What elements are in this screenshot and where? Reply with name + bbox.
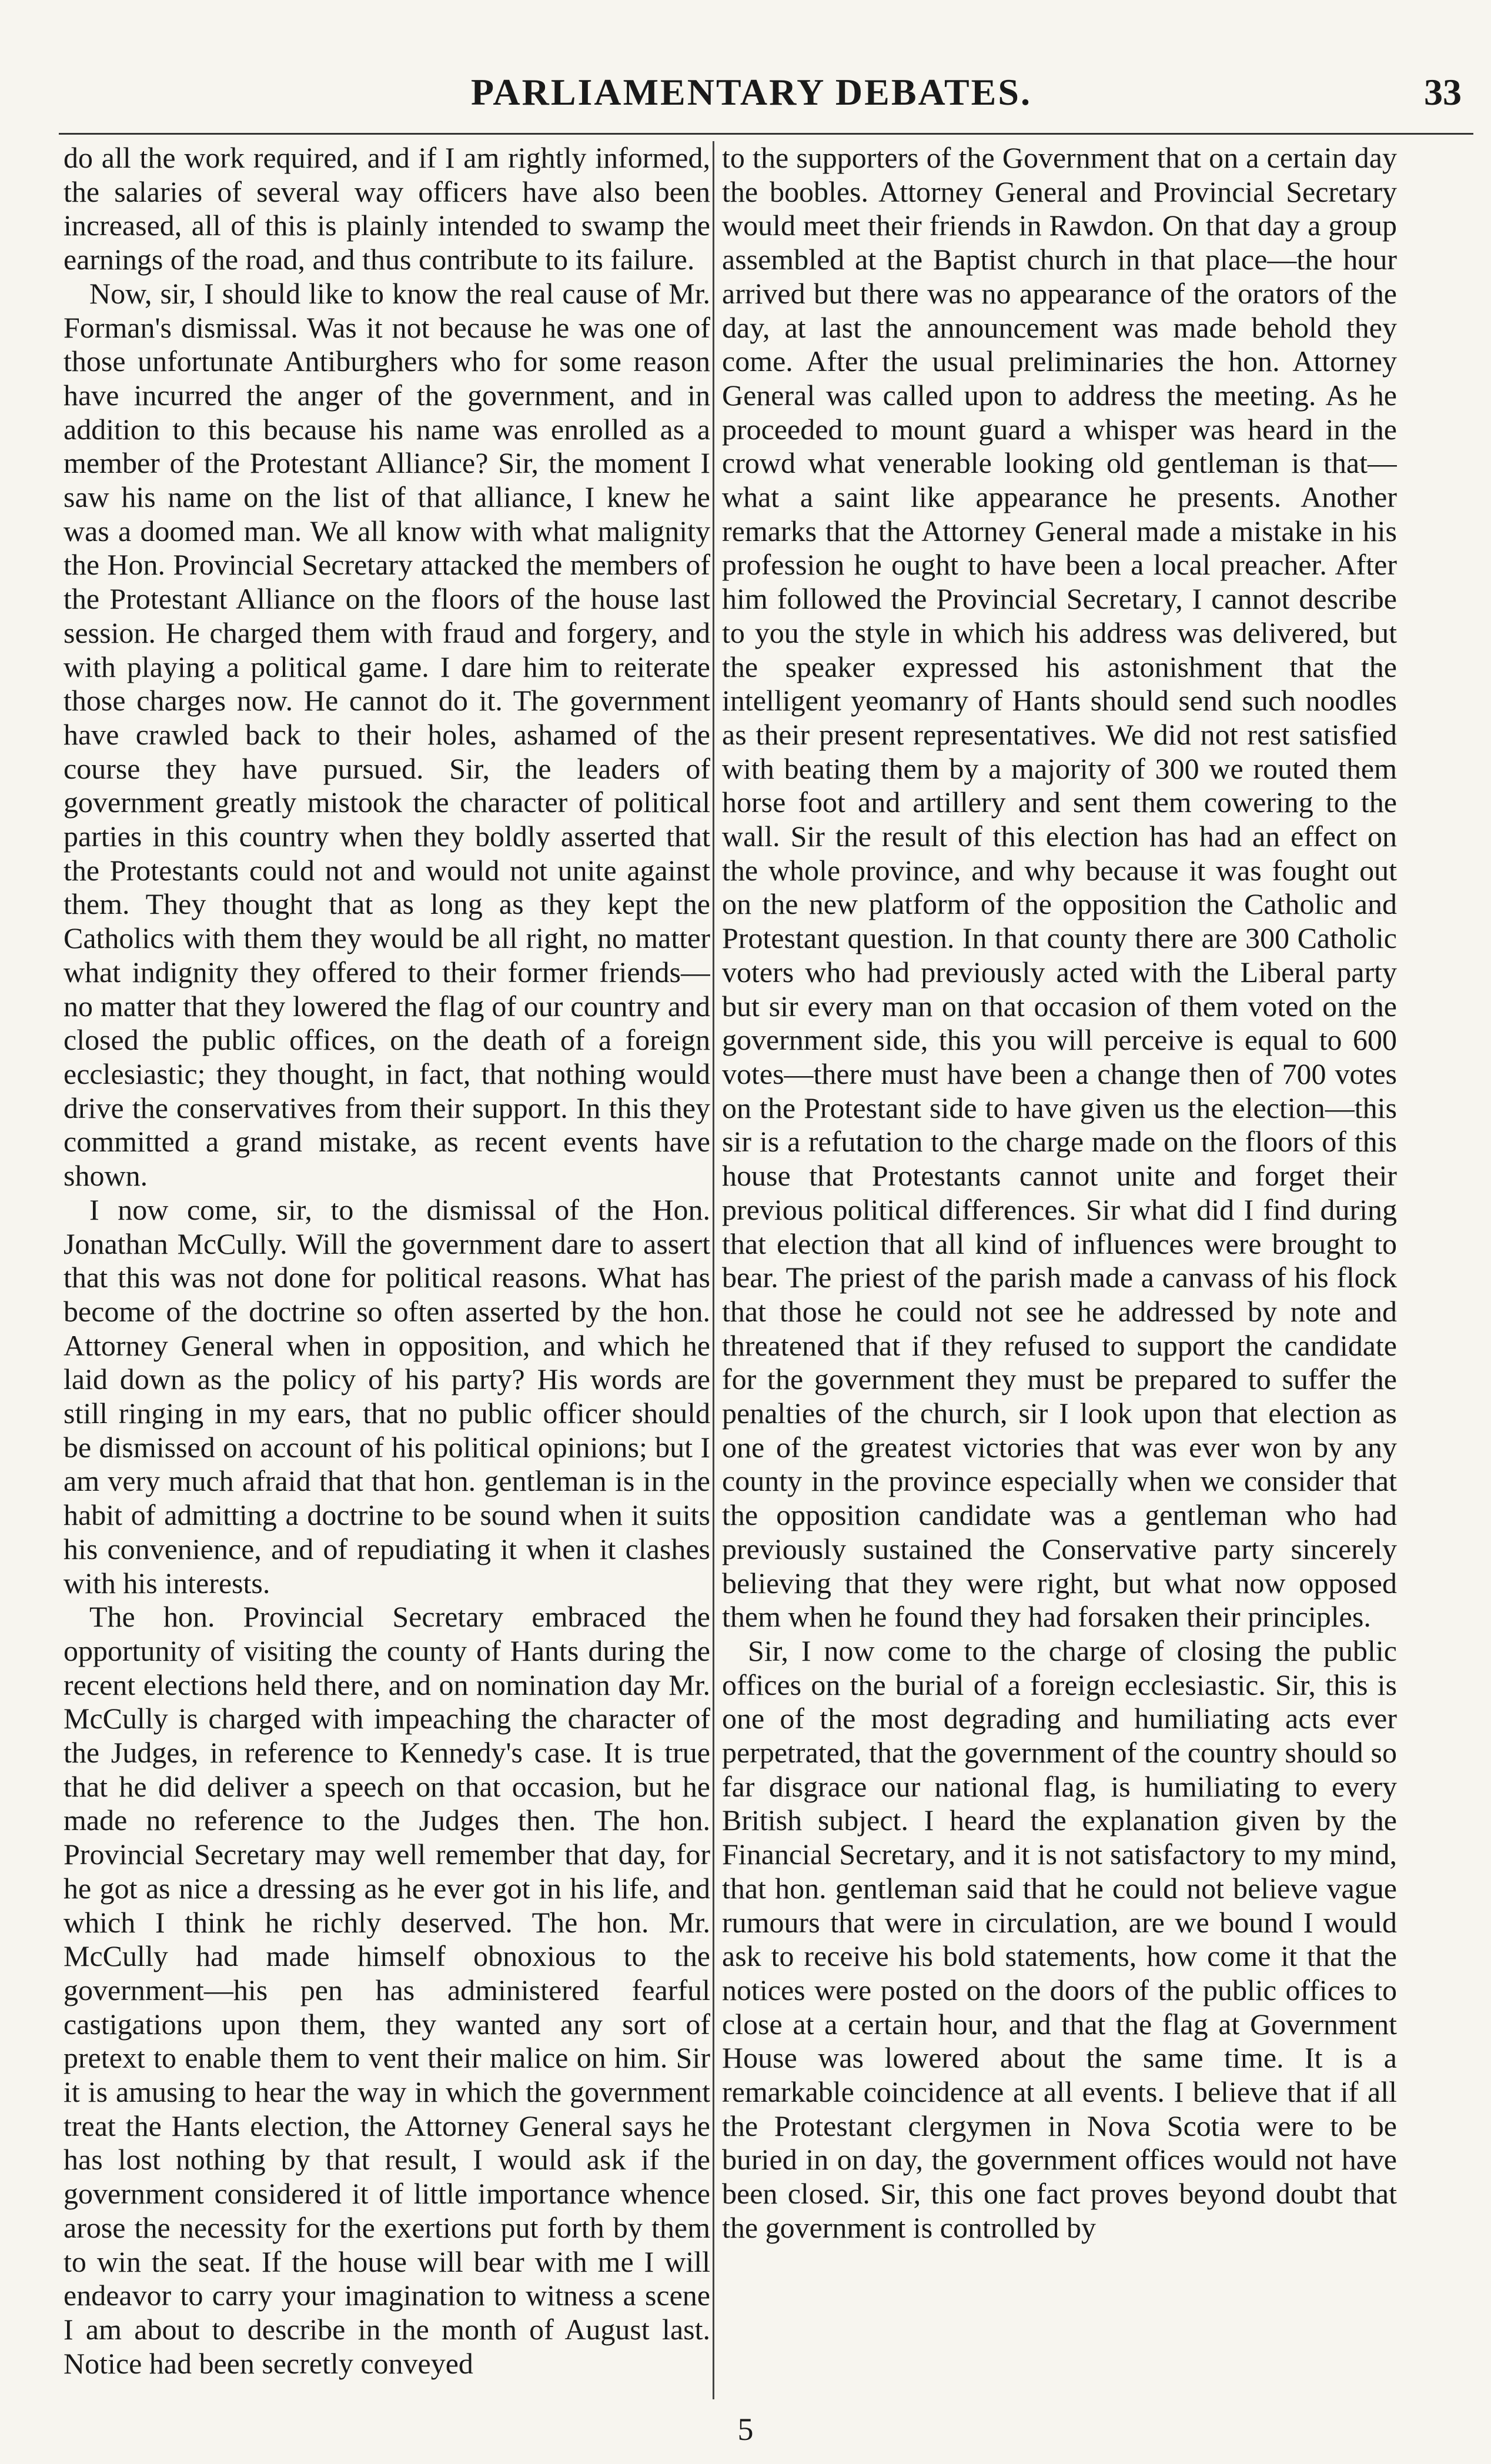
paragraph: I now come, sir, to the dismissal of the Hon. Jonathan McCully. Will the government dare to assert that this was not done for political reasons. What has become of the doctrine so often asserted by the hon. Attorney General when in opposition, and which he laid down as the policy of his party? His words are still ringing in my ears, that no public officer should be dismissed on account of his political opinions; but I am very much afraid that that hon. gentleman is in the habit of admitting a doctrine to be sound when it suits his convenience, and of repudiating it when it clashes with his interests. [63, 1193, 710, 1600]
page-number: 33 [1424, 71, 1462, 113]
paragraph: The hon. Provincial Secretary embraced the opportunity of visiting the county of Hants during the recent elections held there, and on nomination day Mr. McCully is charged with impeaching the character of the Judges, in reference to Kennedy's case. It is true that he did deliver a speech on that occasion, but he made no reference to the Judges then. The hon. Provincial Secretary may well remember that day, for he got as nice a dressing as he ever got in his life, and which I think he richly deserved. The hon. Mr. McCully had made himself obnoxious to the government—his pen has administered fearful castigations upon them, they wanted any sort of pretext to enable them to vent their malice on him. Sir it is amusing to hear the way in which the government treat the Hants election, the Attorney General says he has lost nothing by that result, I would ask if the government considered it of little importance whence arose the necessity for the exertions put forth by them to win the seat. If the house will bear with me I will endeavor to carry your imagination to witness a scene I am about to describe in the month of August last. Notice had been secretly conveyed [63, 1600, 710, 2380]
right-column [722, 141, 1397, 2399]
paragraph: do all the work required, and if I am rightly informed, the salaries of several way officers have also been increased, all of this is plainly intended to swamp the earnings of the road, and thus contribute to its failure. [63, 141, 710, 276]
page-title: PARLIAMENTARY DEBATES. [471, 71, 1032, 113]
page-header [35, 71, 1467, 123]
paragraph: Now, sir, I should like to know the real cause of Mr. Forman's dismissal. Was it not because he was one of those unfortunate Antiburghers who for some reason have incurred the anger of the government, and in addition to this because his name was enrolled as a member of the Protestant Alliance? Sir, the moment I saw his name on the list of that alliance, I knew he was a doomed man. We all know with what malignity the Hon. Provincial Secretary attacked the members of the Protestant Alliance on the floors of the house last session. He charged them with fraud and forgery, and with playing a political game. I dare him to reiterate those charges now. He cannot do it. The government have crawled back to their holes, ashamed of the course they have pursued. Sir, the leaders of government greatly mistook the character of political parties in this country when they boldly asserted that the Protestants could not and would not unite against them. They thought that as long as they kept the Catholics with them they would be all right, no matter what indignity they offered to their former friends—no matter that they lowered the flag of our country and closed the public offices, on the death of a foreign ecclesiastic; they thought, in fact, that nothing would drive the conservatives from their support. In this they committed a grand mistake, as recent events have shown. [63, 276, 710, 1193]
signature-mark: 5 [737, 2412, 754, 2447]
paragraph: Sir, I now come to the charge of closing the public offices on the burial of a foreign ecclesiastic. Sir, this is one of the most degrading and humiliating acts ever perpetrated, that the government of the country should so far disgrace our national flag, is humiliating to every British subject. I heard the explanation given by the Financial Secretary, and it is not satisfactory to my mind, that hon. gentleman said that he could not believe vague rumours that were in circulation, are we bound I would ask to receive his bold statements, how come it that the notices were posted on the doors of the public offices to close at a certain hour, and that the flag at Government House was lowered about the same time. It is a remarkable coincidence at all events. I believe that if all the Protestant clergymen in Nova Scotia were to be buried in on day, the government offices would not have been closed. Sir, this one fact proves beyond doubt that the government is controlled by [722, 1634, 1397, 2244]
header-rule [59, 133, 1473, 135]
column-divider [713, 141, 714, 2399]
paragraph: to the supporters of the Government that on a certain day the boobles. Attorney General and Provincial Secretary would meet their friends in Rawdon. On that day a group assembled at the Baptist church in that place—the hour arrived but there was no appearance of the orators of the day, at last the announcement was made behold they come. After the usual preliminaries the hon. Attorney General was called upon to address the meeting. As he proceeded to mount guard a whisper was heard in the crowd what venerable looking old gentleman is that—what a saint like appearance he presents. Another remarks that the Attorney General made a mistake in his profession he ought to have been a local preacher. After him followed the Provincial Secretary, I cannot describe to you the style in which his address was delivered, but the speaker expressed his astonishment that the intelligent yeomanry of Hants should send such noodles as their present representatives. We did not rest satisfied with beating them by a majority of 300 we routed them horse foot and artillery and sent them cowering to the wall. Sir the result of this election has had an effect on the whole province, and why because it was fought out on the new platform of the opposition the Catholic and Protestant question. In that county there are 300 Catholic voters who had previously acted with the Liberal party but sir every man on that occasion of them voted on the government side, this you will perceive is equal to 600 votes—there must have been a change then of 700 votes on the Protestant side to have given us the election—this sir is a refutation to the charge made on the floors of this house that Protestants cannot unite and forget their previous political differences. Sir what did I find during that election that all kind of influences were brought to bear. The priest of the parish made a canvass of his flock that those he could not see he addressed by note and threatened that if they refused to support the candidate for the government they must be prepared to suffer the penalties of the church, sir I look upon that election as one of the greatest victories that was ever won by any county in the province especially when we consider that the opposition candidate was a gentleman who had previously sustained the Conservative party sincerely believing that they were right, but what now opposed them when he found they had forsaken their principles. [722, 141, 1397, 1634]
left-column [63, 141, 710, 2399]
